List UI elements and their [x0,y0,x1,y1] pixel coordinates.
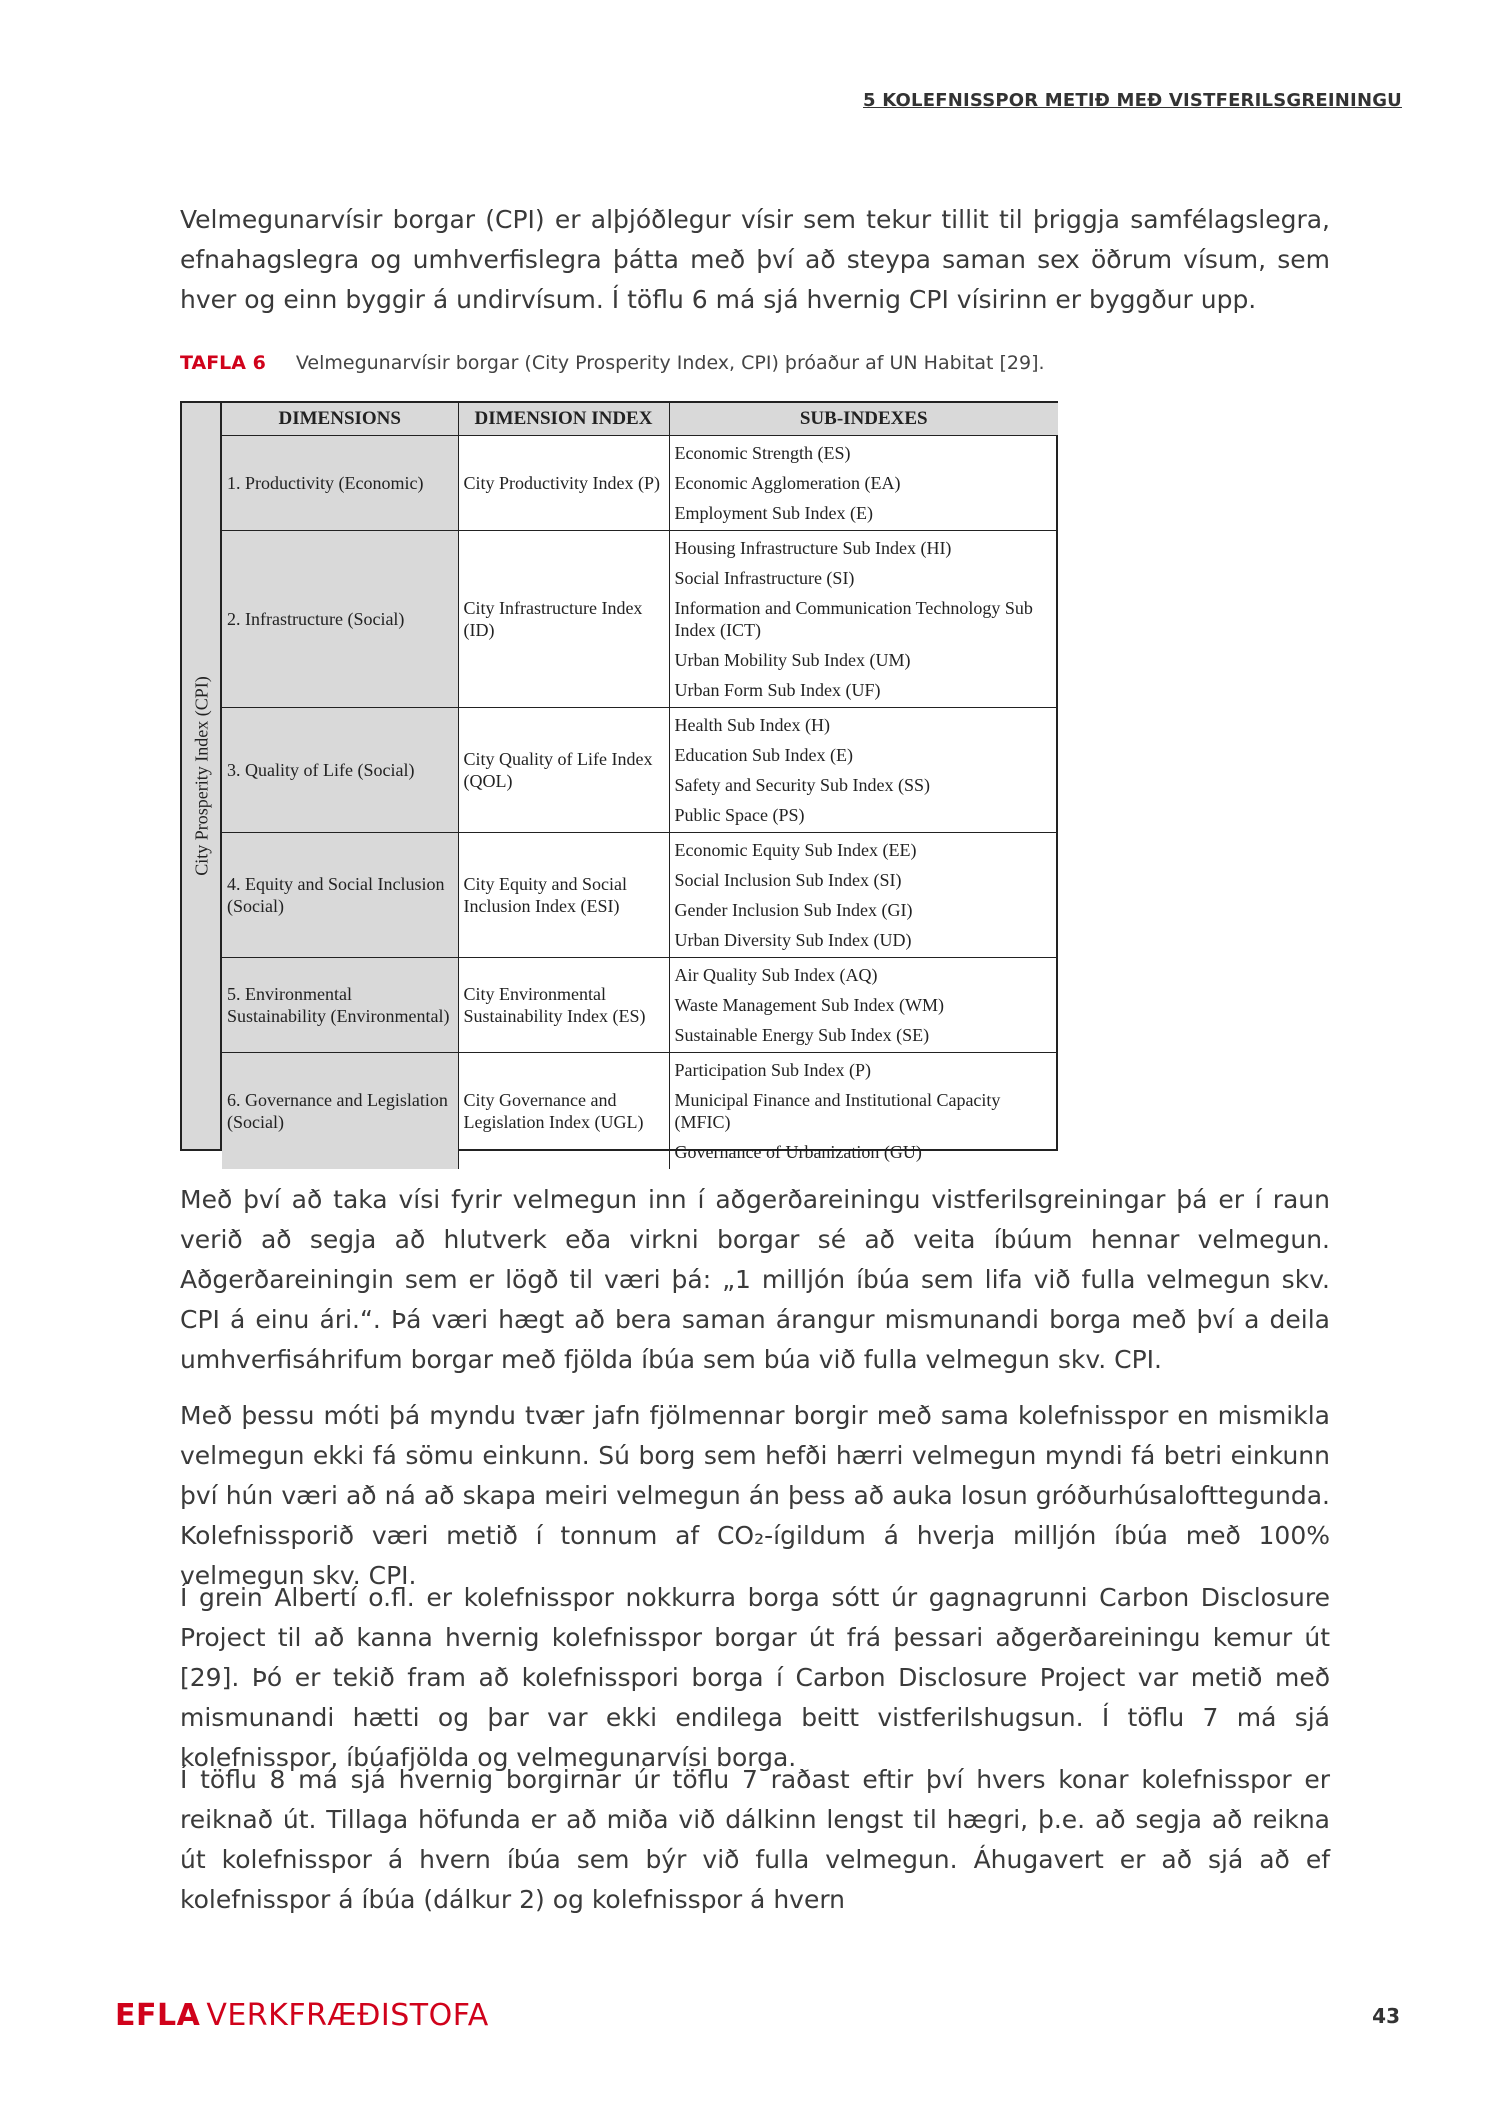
table-caption-label: TAFLA 6 [180,352,266,374]
sub-index-item: Health Sub Index (H) [674,715,830,735]
sub-index-item: Economic Agglomeration (EA) [674,473,901,493]
sub-index-item: Economic Strength (ES) [674,443,851,463]
body-paragraph: Velmegunarvísir borgar (CPI) er alþjóðlegur vísir sem tekur tillit til þriggja samfélagslegra, efnahagslegra og umhverfislegra þátta með því að steypa saman sex öðrum vísum, sem hver og einn byggir á undirvísum. Í töflu 6 má sjá hvernig CPI vísirinn er byggður upp. [180,205,1330,314]
sub-index-item: Air Quality Sub Index (AQ) [674,965,878,985]
dimension-cell: 4. Equity and Social Inclusion (Social) [222,833,458,958]
table-row [222,958,1058,1053]
sub-indexes-cell [669,531,1058,708]
sub-index-item: Housing Infrastructure Sub Index (HI) [674,538,952,558]
dimension-index-cell: City Environmental Sustainability Index (ES) [458,958,669,1053]
dimension-index-cell: City Governance and Legislation Index (UGL) [458,1053,669,1170]
page-number: 43 [1372,2004,1400,2028]
dimension-cell: 1. Productivity (Economic) [222,436,458,531]
sub-index-item: Urban Diversity Sub Index (UD) [674,930,912,950]
dimension-index-cell: City Quality of Life Index (QOL) [458,708,669,833]
sub-index-item: Participation Sub Index (P) [674,1060,871,1080]
sub-index-item: Education Sub Index (E) [674,745,853,765]
dimension-index-cell: City Equity and Social Inclusion Index (ESI) [458,833,669,958]
column-header-dimension-index: DIMENSION INDEX [458,403,669,436]
body-paragraph: Í grein Albertí o.fl. er kolefnisspor nokkurra borga sótt úr gagnagrunni Carbon Disclosure Project til að kanna hvernig kolefnisspor borgar út frá þessari aðgerðareiningu kemur út [29]. Þó er tekið fram að kolefnisspori borga í Carbon Disclosure Project var metið með mismunandi hætti og þar var ekki endilega beitt vistferilshugsun. Í töflu 7 má sjá kolefnisspor, íbúafjölda og velmegunarvísi borga. [180,1583,1330,1772]
sub-index-item: Public Space (PS) [674,805,805,825]
table-row [222,1053,1058,1170]
sub-index-item: Municipal Finance and Institutional Capacity (MFIC) [674,1090,1001,1132]
body-paragraph: Með því að taka vísi fyrir velmegun inn í aðgerðareiningu vistferilsgreiningar þá er í raun verið að segja að hlutverk eða virkni borgar sé að veita íbúum hennar velmegun. Aðgerðareiningin sem er lögð til væri þá: „1 milljón íbúa sem lifa við fulla velmegun skv. CPI á einu ári.“. Þá væri hægt að bera saman árangur mismunandi borga með því a deila umhverfisáhrifum borgar með fjölda íbúa sem búa við fulla velmegun skv. CPI. [180,1185,1330,1374]
table-caption [180,352,1045,374]
table-row [222,833,1058,958]
body-paragraph: Í töflu 8 má sjá hvernig borgirnar úr töflu 7 raðast eftir því hvers konar kolefnisspor er reiknað út. Tillaga höfunda er að miða við dálkinn lengst til hægri, þ.e. að segja að reikna út kolefnisspor á hvern íbúa sem býr við fulla velmegun. Áhugavert er að sjá að ef kolefnisspor á íbúa (dálkur 2) og kolefnisspor á hvern [180,1765,1330,1914]
column-header-dimensions: DIMENSIONS [222,403,458,436]
sub-indexes-cell [669,436,1058,531]
sub-indexes-cell [669,1053,1058,1170]
cpi-table [180,401,1058,1162]
company-logo-brand: EFLA [115,1998,201,2033]
table-row [222,436,1058,531]
sub-index-item: Governance of Urbanization (GU) [674,1142,922,1162]
sub-index-item: Urban Form Sub Index (UF) [674,680,881,700]
running-header: 5 KOLEFNISSPOR METIÐ MEÐ VISTFERILSGREININGU [863,90,1402,111]
sub-index-item: Waste Management Sub Index (WM) [674,995,944,1015]
body-paragraph: Með þessu móti þá myndu tvær jafn fjölmennar borgir með sama kolefnisspor en mismikla velmegun ekki fá sömu einkunn. Sú borg sem hefði hærri velmegun myndi fá betri einkunn því hún væri að ná að skapa meiri velmegun án þess að auka losun gróðurhúsalofttegunda. Kolefnissporið væri metið í tonnum af CO₂-ígildum á hverja milljón íbúa með 100% velmegun skv. CPI. [180,1401,1330,1590]
column-header-sub-indexes: SUB-INDEXES [669,403,1058,436]
table-caption-text: Velmegunarvísir borgar (City Prosperity Index, CPI) þróaður af UN Habitat [29]. [295,352,1045,374]
sub-index-item: Employment Sub Index (E) [674,503,873,523]
sub-index-item: Urban Mobility Sub Index (UM) [674,650,911,670]
dimension-cell: 2. Infrastructure (Social) [222,531,458,708]
sub-index-item: Safety and Security Sub Index (SS) [674,775,930,795]
sub-index-item: Gender Inclusion Sub Index (GI) [674,900,913,920]
company-logo-subtitle: VERKFRÆÐISTOFA [206,1998,489,2033]
sub-index-item: Sustainable Energy Sub Index (SE) [674,1025,930,1045]
dimension-index-cell: City Infrastructure Index (ID) [458,531,669,708]
dimension-index-cell: City Productivity Index (P) [458,436,669,531]
table-row [222,531,1058,708]
company-logo [115,1998,489,2033]
dimension-cell: 5. Environmental Sustainability (Environmental) [222,958,458,1053]
sub-index-item: Social Infrastructure (SI) [674,568,855,588]
sub-indexes-cell [669,958,1058,1053]
dimension-cell: 3. Quality of Life (Social) [222,708,458,833]
sub-indexes-cell [669,708,1058,833]
table-row [222,708,1058,833]
sub-indexes-cell [669,833,1058,958]
cpi-side-column [182,403,222,1149]
sub-index-item: Economic Equity Sub Index (EE) [674,840,917,860]
sub-index-item: Social Inclusion Sub Index (SI) [674,870,902,890]
dimension-cell: 6. Governance and Legislation (Social) [222,1053,458,1170]
cpi-side-label: City Prosperity Index (CPI) [191,676,212,876]
sub-index-item: Information and Communication Technology Sub Index (ICT) [674,598,1033,640]
